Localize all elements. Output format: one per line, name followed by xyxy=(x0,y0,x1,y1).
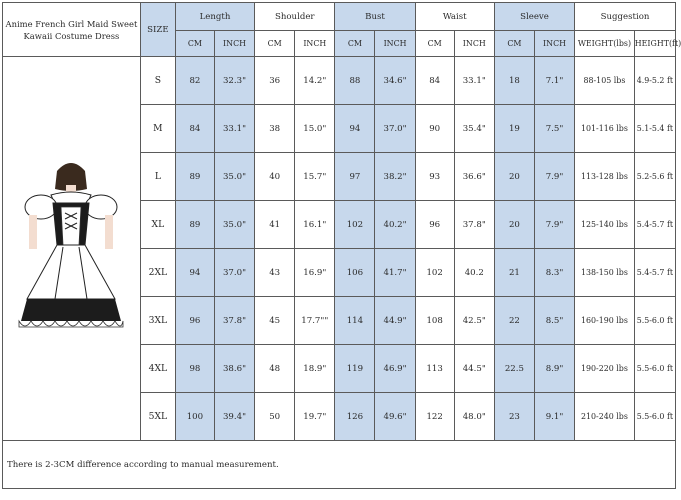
table-row xyxy=(3,57,676,105)
waist-inch-cell: 48.0" xyxy=(454,393,494,441)
sleeve-cm-cell: 18 xyxy=(494,57,534,105)
waist-header: Waist xyxy=(415,3,494,31)
sleeve-inch-cell: 7.9" xyxy=(534,153,574,201)
shoulder-cm-cell: 48 xyxy=(255,345,295,393)
length-cm-cell: 89 xyxy=(175,201,214,249)
waist-inch-cell: 42.5" xyxy=(454,297,494,345)
product-title: Anime French Girl Maid Sweet Kawaii Costume Dress xyxy=(3,3,141,57)
sleeve-cm-header: CM xyxy=(494,31,534,57)
size-cell: 5XL xyxy=(140,393,175,441)
size-cell: S xyxy=(140,57,175,105)
sleeve-cm-cell: 20 xyxy=(494,201,534,249)
weight-cell: 210-240 lbs xyxy=(575,393,635,441)
waist-inch-cell: 33.1" xyxy=(454,57,494,105)
bust-inch-cell: 41.7" xyxy=(375,249,415,297)
bust-inch-cell: 46.9" xyxy=(375,345,415,393)
waist-cm-cell: 108 xyxy=(415,297,454,345)
height-header: HEIGHT(ft) xyxy=(634,31,675,57)
shoulder-cm-cell: 40 xyxy=(255,153,295,201)
bust-inch-cell: 49.6" xyxy=(375,393,415,441)
waist-inch-cell: 40.2 xyxy=(454,249,494,297)
sleeve-inch-header: INCH xyxy=(534,31,574,57)
waist-inch-cell: 36.6" xyxy=(454,153,494,201)
waist-cm-cell: 93 xyxy=(415,153,454,201)
height-cell: 5.5-6.0 ft xyxy=(634,297,675,345)
bust-cm-cell: 94 xyxy=(335,105,375,153)
length-inch-cell: 35.0" xyxy=(214,201,254,249)
length-inch-cell: 32.3" xyxy=(214,57,254,105)
size-cell: 2XL xyxy=(140,249,175,297)
weight-cell: 190-220 lbs xyxy=(575,345,635,393)
shoulder-cm-cell: 36 xyxy=(255,57,295,105)
sleeve-cm-cell: 23 xyxy=(494,393,534,441)
shoulder-inch-cell: 17.7"" xyxy=(295,297,335,345)
length-cm-cell: 98 xyxy=(175,345,214,393)
waist-inch-cell: 44.5" xyxy=(454,345,494,393)
note-row xyxy=(3,441,676,489)
shoulder-inch-cell: 15.7" xyxy=(295,153,335,201)
shoulder-inch-cell: 18.9" xyxy=(295,345,335,393)
shoulder-inch-cell: 19.7" xyxy=(295,393,335,441)
waist-cm-cell: 96 xyxy=(415,201,454,249)
bust-cm-cell: 102 xyxy=(335,201,375,249)
height-cell: 4.9-5.2 ft xyxy=(634,57,675,105)
bust-cm-cell: 106 xyxy=(335,249,375,297)
length-cm-cell: 89 xyxy=(175,153,214,201)
shoulder-inch-cell: 15.0" xyxy=(295,105,335,153)
sleeve-header: Sleeve xyxy=(494,3,574,31)
length-inch-cell: 37.0" xyxy=(214,249,254,297)
suggestion-header: Suggestion xyxy=(575,3,676,31)
shoulder-inch-cell: 16.9" xyxy=(295,249,335,297)
weight-cell: 160-190 lbs xyxy=(575,297,635,345)
sleeve-cm-cell: 22.5 xyxy=(494,345,534,393)
height-cell: 5.1-5.4 ft xyxy=(634,105,675,153)
bust-cm-cell: 97 xyxy=(335,153,375,201)
bust-header: Bust xyxy=(335,3,415,31)
sleeve-cm-cell: 22 xyxy=(494,297,534,345)
shoulder-cm-header: CM xyxy=(255,31,295,57)
height-cell: 5.4-5.7 ft xyxy=(634,201,675,249)
bust-inch-cell: 34.6" xyxy=(375,57,415,105)
waist-cm-cell: 122 xyxy=(415,393,454,441)
height-cell: 5.2-5.6 ft xyxy=(634,153,675,201)
shoulder-cm-cell: 43 xyxy=(255,249,295,297)
size-cell: 4XL xyxy=(140,345,175,393)
product-photo xyxy=(3,57,141,441)
length-inch-cell: 37.8" xyxy=(214,297,254,345)
bust-inch-cell: 40.2" xyxy=(375,201,415,249)
sleeve-inch-cell: 8.5" xyxy=(534,297,574,345)
bust-cm-header: CM xyxy=(335,31,375,57)
size-cell: M xyxy=(140,105,175,153)
waist-cm-cell: 90 xyxy=(415,105,454,153)
height-cell: 5.5-6.0 ft xyxy=(634,393,675,441)
waist-inch-cell: 35.4" xyxy=(454,105,494,153)
length-inch-cell: 35.0" xyxy=(214,153,254,201)
size-cell: L xyxy=(140,153,175,201)
bust-cm-cell: 126 xyxy=(335,393,375,441)
waist-inch-header: INCH xyxy=(454,31,494,57)
sleeve-inch-cell: 8.9" xyxy=(534,345,574,393)
waist-cm-header: CM xyxy=(415,31,454,57)
sleeve-inch-cell: 7.1" xyxy=(534,57,574,105)
height-cell: 5.4-5.7 ft xyxy=(634,249,675,297)
shoulder-inch-cell: 16.1" xyxy=(295,201,335,249)
sleeve-cm-cell: 21 xyxy=(494,249,534,297)
waist-cm-cell: 113 xyxy=(415,345,454,393)
weight-cell: 88-105 lbs xyxy=(575,57,635,105)
waist-cm-cell: 84 xyxy=(415,57,454,105)
measurement-note: There is 2-3CM difference according to manual measurement. xyxy=(3,441,676,489)
shoulder-inch-cell: 14.2" xyxy=(295,57,335,105)
sleeve-inch-cell: 7.5" xyxy=(534,105,574,153)
bust-cm-cell: 114 xyxy=(335,297,375,345)
bust-cm-cell: 88 xyxy=(335,57,375,105)
length-header: Length xyxy=(175,3,254,31)
length-cm-cell: 100 xyxy=(175,393,214,441)
shoulder-cm-cell: 50 xyxy=(255,393,295,441)
maid-dress-icon xyxy=(11,149,131,349)
length-cm-cell: 84 xyxy=(175,105,214,153)
sleeve-cm-cell: 19 xyxy=(494,105,534,153)
shoulder-inch-header: INCH xyxy=(295,31,335,57)
size-cell: 3XL xyxy=(140,297,175,345)
length-inch-cell: 38.6" xyxy=(214,345,254,393)
bust-cm-cell: 119 xyxy=(335,345,375,393)
weight-cell: 125-140 lbs xyxy=(575,201,635,249)
length-cm-cell: 82 xyxy=(175,57,214,105)
length-cm-header: CM xyxy=(175,31,214,57)
bust-inch-cell: 37.0" xyxy=(375,105,415,153)
sleeve-inch-cell: 9.1" xyxy=(534,393,574,441)
shoulder-cm-cell: 41 xyxy=(255,201,295,249)
shoulder-cm-cell: 45 xyxy=(255,297,295,345)
sleeve-cm-cell: 20 xyxy=(494,153,534,201)
bust-inch-cell: 38.2" xyxy=(375,153,415,201)
length-inch-header: INCH xyxy=(214,31,254,57)
waist-inch-cell: 37.8" xyxy=(454,201,494,249)
bust-inch-cell: 44.9" xyxy=(375,297,415,345)
waist-cm-cell: 102 xyxy=(415,249,454,297)
sleeve-inch-cell: 8.3" xyxy=(534,249,574,297)
length-cm-cell: 94 xyxy=(175,249,214,297)
shoulder-header: Shoulder xyxy=(255,3,335,31)
weight-cell: 113-128 lbs xyxy=(575,153,635,201)
size-chart-table xyxy=(2,2,681,489)
weight-header: WEIGHT(lbs) xyxy=(575,31,635,57)
length-inch-cell: 33.1" xyxy=(214,105,254,153)
height-cell: 5.5-6.0 ft xyxy=(634,345,675,393)
weight-cell: 101-116 lbs xyxy=(575,105,635,153)
sleeve-inch-cell: 7.9" xyxy=(534,201,574,249)
weight-cell: 138-150 lbs xyxy=(575,249,635,297)
size-header: SIZE xyxy=(140,3,175,57)
bust-inch-header: INCH xyxy=(375,31,415,57)
shoulder-cm-cell: 38 xyxy=(255,105,295,153)
length-inch-cell: 39.4" xyxy=(214,393,254,441)
length-cm-cell: 96 xyxy=(175,297,214,345)
size-cell: XL xyxy=(140,201,175,249)
